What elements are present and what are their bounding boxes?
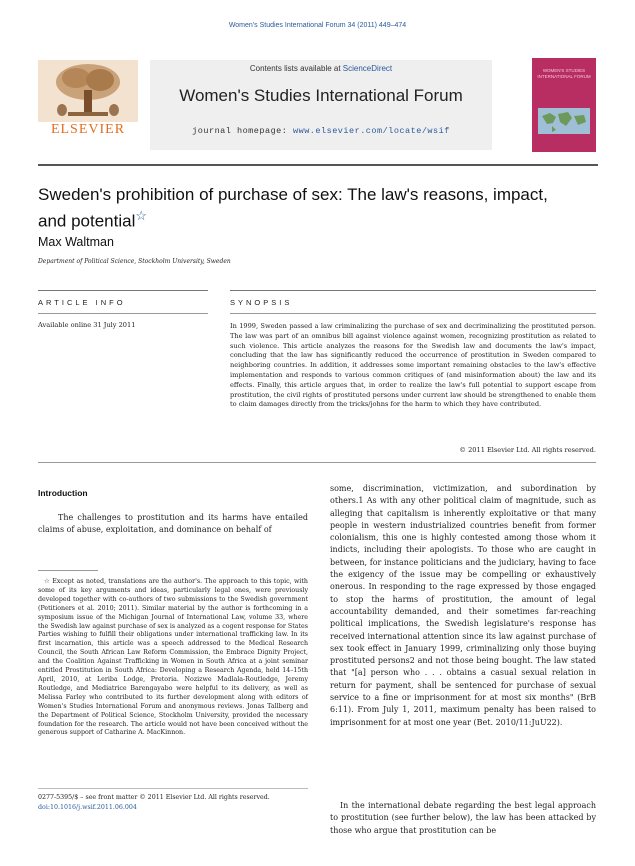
- synopsis-bottom-rule: [38, 462, 596, 463]
- article-info-rule: [38, 290, 208, 291]
- header-rule: [38, 164, 598, 166]
- journal-header: [38, 54, 598, 156]
- contents-prefix: Contents lists available at: [249, 64, 341, 73]
- journal-title: Women's Studies International Forum: [179, 86, 463, 105]
- article-info-subrule: [38, 313, 208, 314]
- running-head: Women's Studies International Forum 34 (2011) 449–474: [228, 22, 407, 29]
- synopsis-subrule: [230, 313, 596, 314]
- homepage-prefix: journal homepage:: [192, 126, 288, 136]
- doi-link[interactable]: doi:10.1016/j.wsif.2011.06.004: [38, 804, 137, 811]
- synopsis-text: In 1999, Sweden passed a law criminalizing the purchase of sex and decriminalizing the prostituted person. The law was part of an omnibus bill against violence against women, recognizing prostitution as related to such violence. This article analyzes the reasons for the Swedish law and documents the law's impact, concluding that the law has significantly reduced the occurrence of prostitution in Sweden compared to neighboring countries. In addition, it addresses some important remaining obstacles to the law's effective implementation and responds to various common critiques of (and misinformation about) the law and its effects. Finally, this article argues that, in order to realize the law's full potential to support escape from prostitution, the civil rights of prostituted persons under current law should be strengthened to enable them to claim damages directly from the tricks/johns for the harm to which they have contributed.: [230, 322, 596, 409]
- journal-cover-thumbnail: [532, 58, 596, 152]
- footnote-rule: [38, 570, 98, 571]
- section-heading-introduction: Introduction: [38, 488, 88, 498]
- right-paragraph-2: In the international debate regarding the best legal approach to prostitution (see further below), the law has been attacked by those who argue that prostitution can be: [330, 801, 596, 835]
- intro-paragraph: The challenges to prostitution and its harms have entailed claims of abuse, exploitation, and dominance on behalf of: [38, 513, 308, 535]
- cover-title: WOMEN'S STUDIES INTERNATIONAL FORUM: [537, 68, 591, 79]
- contents-line: [150, 64, 492, 73]
- journal-homepage: [150, 126, 492, 136]
- synopsis-copyright: © 2011 Elsevier Ltd. All rights reserved.: [459, 446, 596, 454]
- sciencedirect-link[interactable]: ScienceDirect: [342, 64, 393, 73]
- issn-line: 0277-5395/$ – see front matter © 2011 Elsevier Ltd. All rights reserved.: [38, 794, 270, 801]
- world-map-icon: [538, 108, 590, 134]
- synopsis-label: SYNOPSIS: [230, 298, 293, 307]
- article-title-text: Sweden's prohibition of purchase of sex: The law's reasons, impact, and potential: [38, 185, 548, 231]
- right-paragraph-1: some, discrimination, victimization, and subordination by others.1 As with any other political claim of magnitude, such as alleging that capitalism is inherently exploitative or that many people in western industrialized countries benefit from former colonialism, this one is highly contested among those whom it indicts, including their apologists. To those who are caught in between, for instance politicians and the judiciary, having to face the exigency of the issue may be compelling or exhaustively onerous. In responding to the rage expressed by those engaged to stop the harms of prostitution, the amount of legal accountability demanded, and their sometimes far-reaching political implications, the Swedish legislature's response has received international attention since its law against purchase of sex took effect in January 1999, criminalizing only those buying prostituted persons2 and not those being bought. The law stated that "[a] person who . . . obtains a casual sexual relation in return for payment, shall be sentenced for purchase of sexual service to a fine or imprisonment for at most six months" (BrB 6:11). From July 1, 2011, maximum penalty has been raised to imprisonment for at most one year (Bet. 2010/11:JuU22).: [330, 484, 596, 727]
- available-online: Available online 31 July 2011: [38, 321, 136, 329]
- article-info-label: ARTICLE INFO: [38, 298, 126, 307]
- elsevier-wordmark: ELSEVIER: [50, 122, 126, 137]
- homepage-link[interactable]: www.elsevier.com/locate/wsif: [293, 126, 450, 136]
- title-note-star-icon[interactable]: ☆: [135, 208, 148, 223]
- author-affiliation: Department of Political Science, Stockholm University, Sweden: [38, 258, 231, 265]
- synopsis-rule: [230, 290, 596, 291]
- footnote-text: ☆ Except as noted, translations are the author's. The approach to this topic, with some of its key arguments and ideas, particularly legal ones, were previously developed together with co-authors of two submissions to the Swedish government (Petitioners et al. 2010; 2011). Similar material by the author is forthcoming in a symposium issue of the Michigan Journal of International Law, volume 33, where the Swedish law against purchase of sex is analyzed as a cogent response for States Parties wishing to fulfill their obligations under international trafficking law. In its first incarnation, this article was a speech addressed to the Medical Research Council, the South African Law Reform Commission, the Embrace Dignity Project, and the Coalition Against Trafficking in Women in South Africa at a joint seminar entitled Prostitution in South Africa: Developing a Research Agenda, held 14–15th April, 2010, at Leriba Lodge, Pretoria. Nozizwe Madlala-Routledge, Jeremy Routledge, and Mediatrice Barengayabo were helpful to its delivery, as well as Melissa Farley who contributed to its further development along with editors of Women's Studies International Forum and anonymous reviews. Jonas Tallberg and the Department of Political Science, Stockholm University, provided the necessary foundation for the research. The article would not have been conceived without the generous support of Catharine A. MacKinnon.: [38, 578, 308, 737]
- article-author: Max Waltman: [38, 235, 114, 249]
- article-title: [38, 184, 578, 232]
- front-matter-rule: [38, 788, 308, 789]
- header-center-panel: [150, 60, 492, 150]
